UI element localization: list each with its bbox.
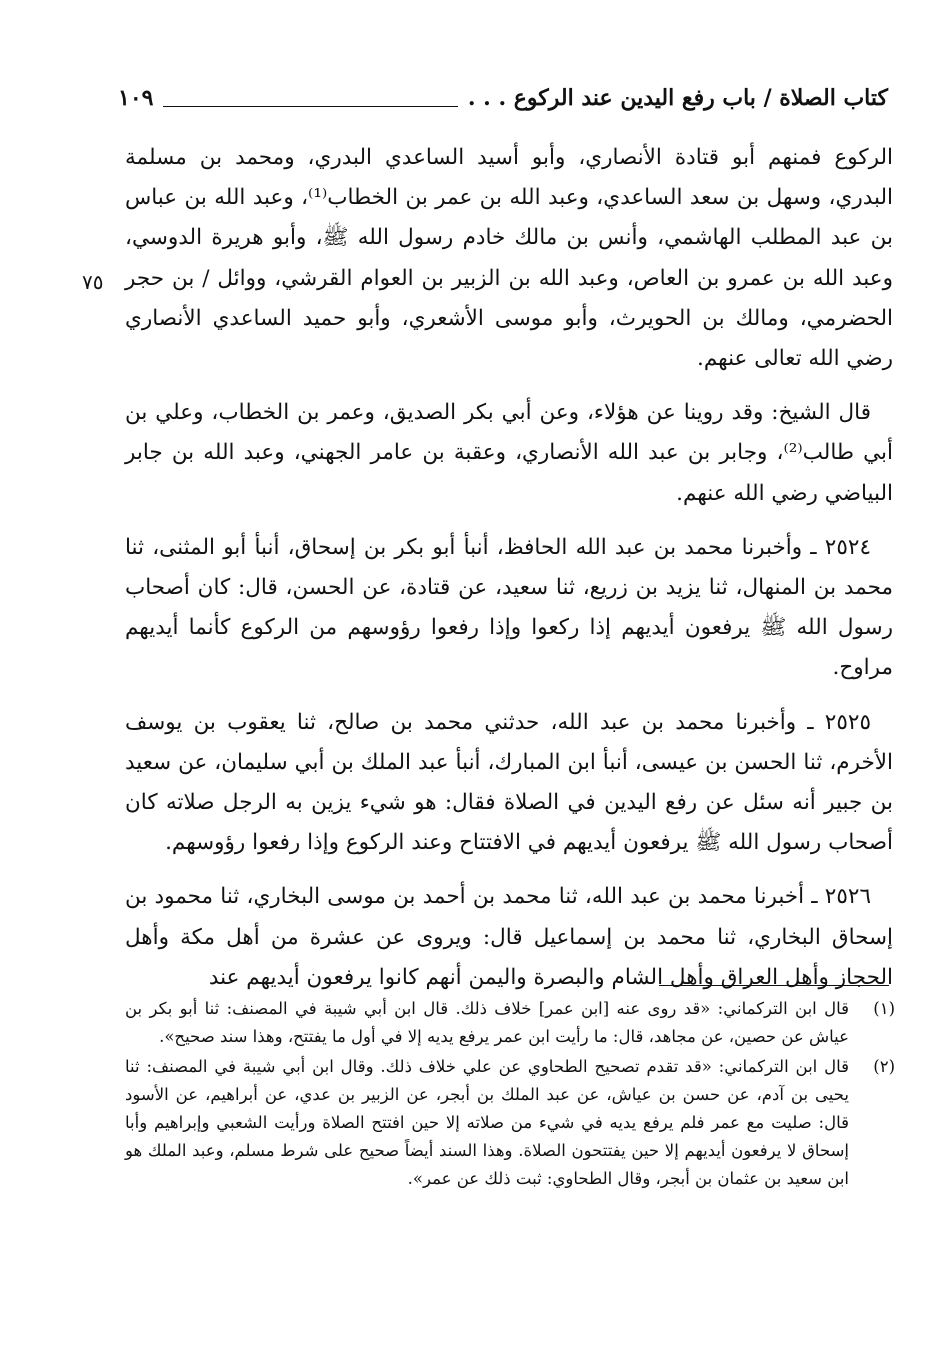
hadith-2526: ٢٥٢٦ ـ أخبرنا محمد بن عبد الله، ثنا محمد بن أحمد بن موسى البخاري، ثنا محمود بن إسحاق البخاري، ثنا محمد بن إسماعيل قال: ويروى عن عشرة من أهل مكة وأهل الحجاز وأهل العراق وأهل الشام والبصرة واليمن أنهم كانوا يرفعون أيديهم عند <box>125 884 893 990</box>
page-number: ١٠٩ <box>118 85 154 111</box>
footnote-marker: (١) <box>873 999 895 1018</box>
running-header <box>118 78 888 118</box>
margin-volume-number: ٧٥ <box>82 270 104 294</box>
hadith-2525: ٢٥٢٥ ـ وأخبرنا محمد بن عبد الله، حدثني محمد بن صالح، ثنا يعقوب بن يوسف الأخرم، ثنا الحسن بن عيسى، أنبأ ابن المبارك، أنبأ عبد الملك بن أبي سليمان، عن سعيد بن جبير أنه سئل عن رفع اليدين في الصلاة فقال: هو شيء يزين به الرجل صلاته كان أصحاب رسول الله ﷺ يرفعون أيديهم في الافتتاح وعند الركوع وإذا رفعوا رؤوسهم. <box>125 709 893 856</box>
footnote-rule <box>659 985 889 986</box>
footnotes <box>125 995 895 1195</box>
footnote-text: قال ابن التركماني: «قد تقدم تصحيح الطحاوي عن علي خلاف ذلك. وقال ابن أبي شيبة في المصنف: ثنا يحيى بن آدم، عن حسن بن عياش، عن عبد الملك بن أبجر، عن الزبير بن عدي، عن أبراهيم، عن الأسود قال: صليت مع عمر فلم يرفع يديه في شيء من صلاته إلا حين افتتح الصلاة ورأيت الشعبي وإبراهيم وأبا إسحاق لا يرفعون أيديهم إلا حين يفتتحون الصلاة. وهذا السند أيضاً صحيح على شرط مسلم، وعبد الملك هو ابن سعيد بن عثمان بن أبجر، وقال الطحاوي: ثبت ذلك عن عمر». <box>125 1057 849 1188</box>
footnote-text: قال ابن التركماني: «قد روى عنه [ابن عمر] خلاف ذلك. قال ابن أبي شيبة في المصنف: ثنا أبو بكر بن عياش عن حصين، عن مجاهد، قال: ما رأيت ابن عمر يرفع يديه إلا في أول ما يفتتح، وهذا سند صحيح». <box>125 999 849 1046</box>
hadith-2524: ٢٥٢٤ ـ وأخبرنا محمد بن عبد الله الحافظ، أنبأ أبو بكر بن إسحاق، أنبأ أبو المثنى، ثنا محمد بن المنهال، ثنا يزيد بن زريع، ثنا سعيد، عن قتادة، عن الحسن، قال: كان أصحاب رسول الله ﷺ يرفعون أيديهم إذا ركعوا وإذا رفعوا رؤوسهم من الركوع كأنما أيديهم مراوح. <box>125 534 893 681</box>
header-title: كتاب الصلاة / باب رفع اليدين عند الركوع . . . <box>467 85 888 111</box>
footnote-marker: (٢) <box>873 1057 895 1076</box>
paragraph-sheikh: قال الشيخ: وقد روينا عن هؤلاء، وعن أبي بكر الصديق، وعمر بن الخطاب، وعلي بن أبي طالب⁽²⁾، وجابر بن عبد الله الأنصاري، وعقبة بن عامر الجهني، وعبد الله بن جابر البياضي رضي الله عنهم. <box>125 400 893 506</box>
paragraph-companions: الركوع فمنهم أبو قتادة الأنصاري، وأبو أسيد الساعدي البدري، ومحمد بن مسلمة البدري، وسهل بن سعد الساعدي، وعبد الله بن عمر بن الخطاب⁽¹⁾، وعبد الله بن عباس بن عبد المطلب الهاشمي، وأنس بن مالك خادم رسول الله ﷺ، وأبو هريرة الدوسي، وعبد الله بن عمرو بن العاص، وعبد الله بن الزبير بن العوام القرشي، ووائل / بن حجر الحضرمي، ومالك بن الحويرث، وأبو موسى الأشعري، وأبو حميد الساعدي الأنصاري رضي الله تعالى عنهم. <box>125 145 893 372</box>
footnote-1 <box>125 995 895 1051</box>
main-text <box>125 138 893 1012</box>
header-rule <box>163 106 457 107</box>
footnote-2 <box>125 1053 895 1193</box>
